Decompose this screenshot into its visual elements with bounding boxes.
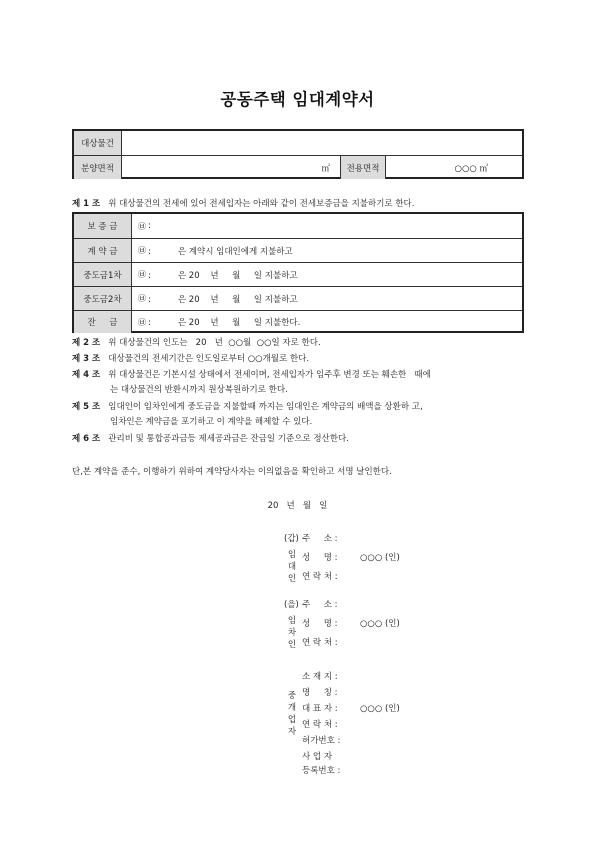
won-icon: ㉥ (138, 317, 146, 327)
broker-contact-label: 연 락 처 : (302, 720, 338, 730)
vertical-char: 자 (287, 727, 297, 737)
article-2 (72, 337, 532, 349)
won-icon: ㉥ (138, 270, 146, 279)
lessor-vertical-label (286, 549, 298, 585)
deposit-text: : (148, 221, 151, 231)
payment-row (74, 238, 522, 262)
balance-label: 잔 금 (74, 311, 132, 333)
lessor-address-label: 주 소 : (302, 534, 338, 544)
document-title: 공동주택 임대계약서 (220, 90, 375, 109)
down-payment-text: : 은 계약시 임대인에게 지불하고 (148, 246, 293, 257)
payment-row (74, 286, 522, 310)
broker-license-label: 허가번호 : (302, 736, 341, 746)
contract-date[interactable]: 20 년 월 일 (267, 501, 328, 511)
broker-biz-label-2: 등록번호 : (302, 766, 341, 776)
target-label: 대상물건 (74, 131, 122, 155)
article-5 (72, 401, 532, 428)
lessee-name-label: 성 명 : (302, 619, 338, 629)
won-icon: ㉥ (138, 294, 146, 303)
deposit-label: 보 증 금 (74, 214, 132, 238)
article-text-cont: 는 대상물건의 반환시까지 원상복원하기로 한다. (110, 385, 288, 395)
vertical-char: 차 (287, 628, 297, 638)
target-value[interactable] (122, 131, 522, 155)
lessor-name-value[interactable]: ○○○ (인) (360, 553, 400, 563)
vertical-char: 임 (287, 616, 297, 626)
broker-vertical-label (286, 690, 298, 738)
article-text: 위 대상물건의 인도는 20 년 ○○월 ○○일 자로 한다. (108, 338, 321, 348)
article-number: 제 5 조 (72, 402, 101, 412)
vertical-char: 인 (287, 640, 297, 650)
vertical-char: 인 (287, 574, 297, 584)
property-table (72, 129, 524, 179)
lessee-name-value[interactable]: ○○○ (인) (360, 619, 400, 629)
lessee-address-label: 주 소 : (302, 600, 338, 610)
article-1-text: 위 대상물건의 전세에 있어 전세입자는 아래와 같이 전세보증금을 지불하기로 한다. (108, 199, 415, 209)
property-row-target (74, 131, 522, 155)
sale-area-label: 분양면적 (74, 156, 122, 179)
down-payment-label: 계 약 금 (74, 239, 132, 262)
vertical-char: 중 (287, 691, 297, 701)
lessor-mark: (갑) (284, 534, 299, 544)
payment-row (74, 262, 522, 286)
balance-text: : 은 20 년 월 일 지불한다. (148, 318, 301, 328)
vertical-char: 대 (287, 562, 297, 572)
article-3 (72, 353, 532, 365)
payment-row (74, 214, 522, 238)
lessor-name-label: 성 명 : (302, 553, 338, 563)
article-text: 위 대상물건은 기본시설 상태에서 전세이며, 전세입자가 임주후 변경 또는 훼손한 때에 (108, 370, 431, 380)
sale-area-unit: ㎡ (321, 163, 330, 174)
article-number: 제 4 조 (72, 370, 101, 380)
interim-1-label: 중도금1차 (74, 263, 132, 286)
article-text: 관리비 및 통합공과금등 제세공과금은 잔금일 기준으로 정산한다. (108, 434, 349, 444)
vertical-char: 업 (287, 715, 297, 725)
article-1 (72, 198, 532, 210)
broker-biz-label-1: 사 업 자 (302, 752, 333, 762)
broker-location-label: 소 재 지 : (302, 672, 338, 682)
article-number: 제 3 조 (72, 354, 101, 364)
article-text-cont: 임차인은 계약금을 포기하고 이 계약을 해제할 수 있다. (110, 417, 313, 427)
vertical-char: 개 (287, 703, 297, 713)
broker-trade-name-label: 명 칭 : (302, 688, 338, 698)
lessee-mark: (을) (284, 600, 299, 610)
vertical-char: 임 (287, 550, 297, 560)
payment-row (74, 310, 522, 333)
payment-table (72, 212, 524, 333)
won-icon: ㉥ (138, 246, 146, 255)
interim-1-value[interactable] (132, 263, 522, 286)
article-4 (72, 369, 532, 396)
property-row-area (74, 155, 522, 179)
interim-2-label: 중도금2차 (74, 287, 132, 310)
article-6 (72, 433, 532, 445)
article-text: 대상물건의 전세기간은 인도일로부터 ○○개월로 한다. (108, 354, 310, 364)
won-icon: ㉥ (138, 221, 146, 231)
lessor-contact-label: 연 락 처 : (302, 572, 338, 582)
article-1-number: 제 1 조 (72, 199, 101, 209)
broker-representative-label: 대 표 자 : (302, 704, 338, 714)
sale-area-value[interactable] (122, 156, 340, 179)
interim-2-value[interactable] (132, 287, 522, 310)
interim-1-text: : 은 20 년 월 일 지불하고 (148, 270, 298, 281)
interim-2-text: : 은 20 년 월 일 지불하고 (148, 294, 298, 305)
deposit-value[interactable] (132, 214, 522, 238)
article-text: 임대인이 임차인에게 중도금을 지불할때 까지는 임대인은 계약금의 배액을 상환하 고, (108, 402, 423, 412)
article-number: 제 2 조 (72, 338, 101, 348)
lessee-contact-label: 연 락 처 : (302, 638, 338, 648)
broker-representative-value[interactable]: ○○○ (인) (360, 704, 400, 714)
exclusive-area-value[interactable]: ○○○ ㎡ (454, 163, 488, 174)
article-number: 제 6 조 (72, 434, 101, 444)
exclusive-area-label: 전용면적 (340, 156, 386, 179)
balance-value[interactable] (132, 311, 522, 333)
closing-statement: 단,본 계약을 준수, 이행하기 위하여 계약당사자는 이의없음을 확인하고 서명 날인한다. (72, 467, 392, 477)
down-payment-value[interactable] (132, 239, 522, 262)
lessee-vertical-label (286, 615, 298, 651)
